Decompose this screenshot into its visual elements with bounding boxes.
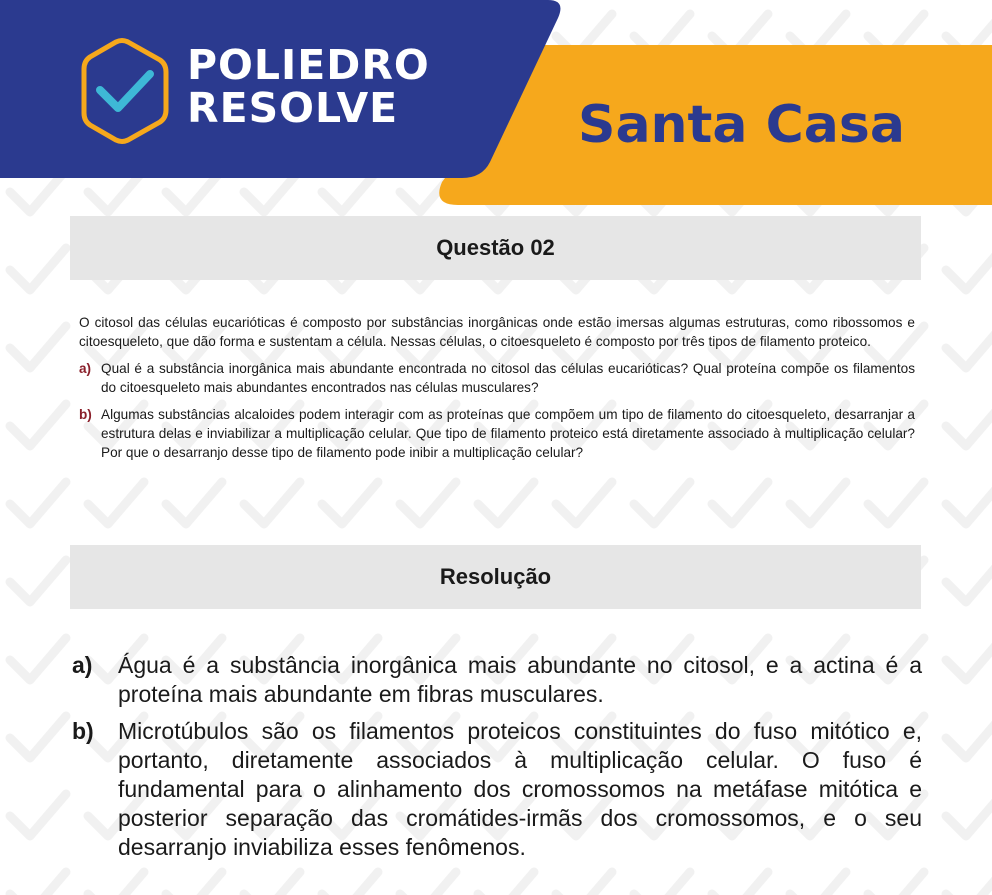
item-text: Qual é a substância inorgânica mais abundante encontrada no citosol das células eucarióticas? Qual proteína compõe os filamentos do citoesqueleto mais abundantes encontrados nas células musculares?	[101, 361, 915, 395]
item-label: b)	[79, 407, 92, 422]
exam-title: Santa Casa	[578, 95, 905, 155]
brand-line-1: POLIEDRO	[187, 41, 430, 89]
brand-name	[187, 41, 430, 132]
answer-text: Microtúbulos são os filamentos proteicos constituintes do fuso mitótico e, portanto, diretamente associados à multiplicação celular. O fuso é fundamental para o alinhamento dos cromossomos na metáfase mitótica e posterior separação das cromátides-irmãs dos cromossomos, e o seu desarranjo inviabiliza esses fenômenos.	[118, 718, 922, 860]
question-item-a	[79, 359, 915, 397]
brand-line-2: RESOLVE	[187, 84, 399, 132]
question-body	[79, 313, 915, 462]
resolution-title: Resolução	[439, 564, 552, 589]
answer-b	[72, 717, 922, 862]
item-label: a)	[79, 361, 92, 376]
question-title-bar	[70, 216, 921, 280]
answer-label: b)	[72, 718, 94, 744]
question-item-b	[79, 405, 915, 462]
resolution-body	[72, 651, 922, 870]
answer-label: a)	[72, 652, 93, 678]
question-stem: O citosol das células eucarióticas é composto por substâncias inorgânicas onde estão imersas algumas estruturas, como ribossomos e citoesqueleto, que dão forma e sustentam a célula. Nessas células, o citoesqueleto é composto por três tipos de filamento proteico.	[79, 315, 915, 349]
question-title: Questão 02	[436, 235, 555, 260]
resolution-title-bar	[70, 545, 921, 609]
answer-text: Água é a substância inorgânica mais abundante no citosol, e a actina é a proteína mais abundante em fibras musculares.	[118, 652, 922, 707]
item-text: Algumas substâncias alcaloides podem interagir com as proteínas que compõem um tipo de filamento do citoesqueleto, desarranjar a estrutura delas e inviabilizar a multiplicação celular. Que tipo de filamento proteico está diretamente associado à multiplicação celular? Por que o desarranjo desse tipo de filamento pode inibir a multiplicação celular?	[101, 407, 915, 460]
answer-a	[72, 651, 922, 709]
